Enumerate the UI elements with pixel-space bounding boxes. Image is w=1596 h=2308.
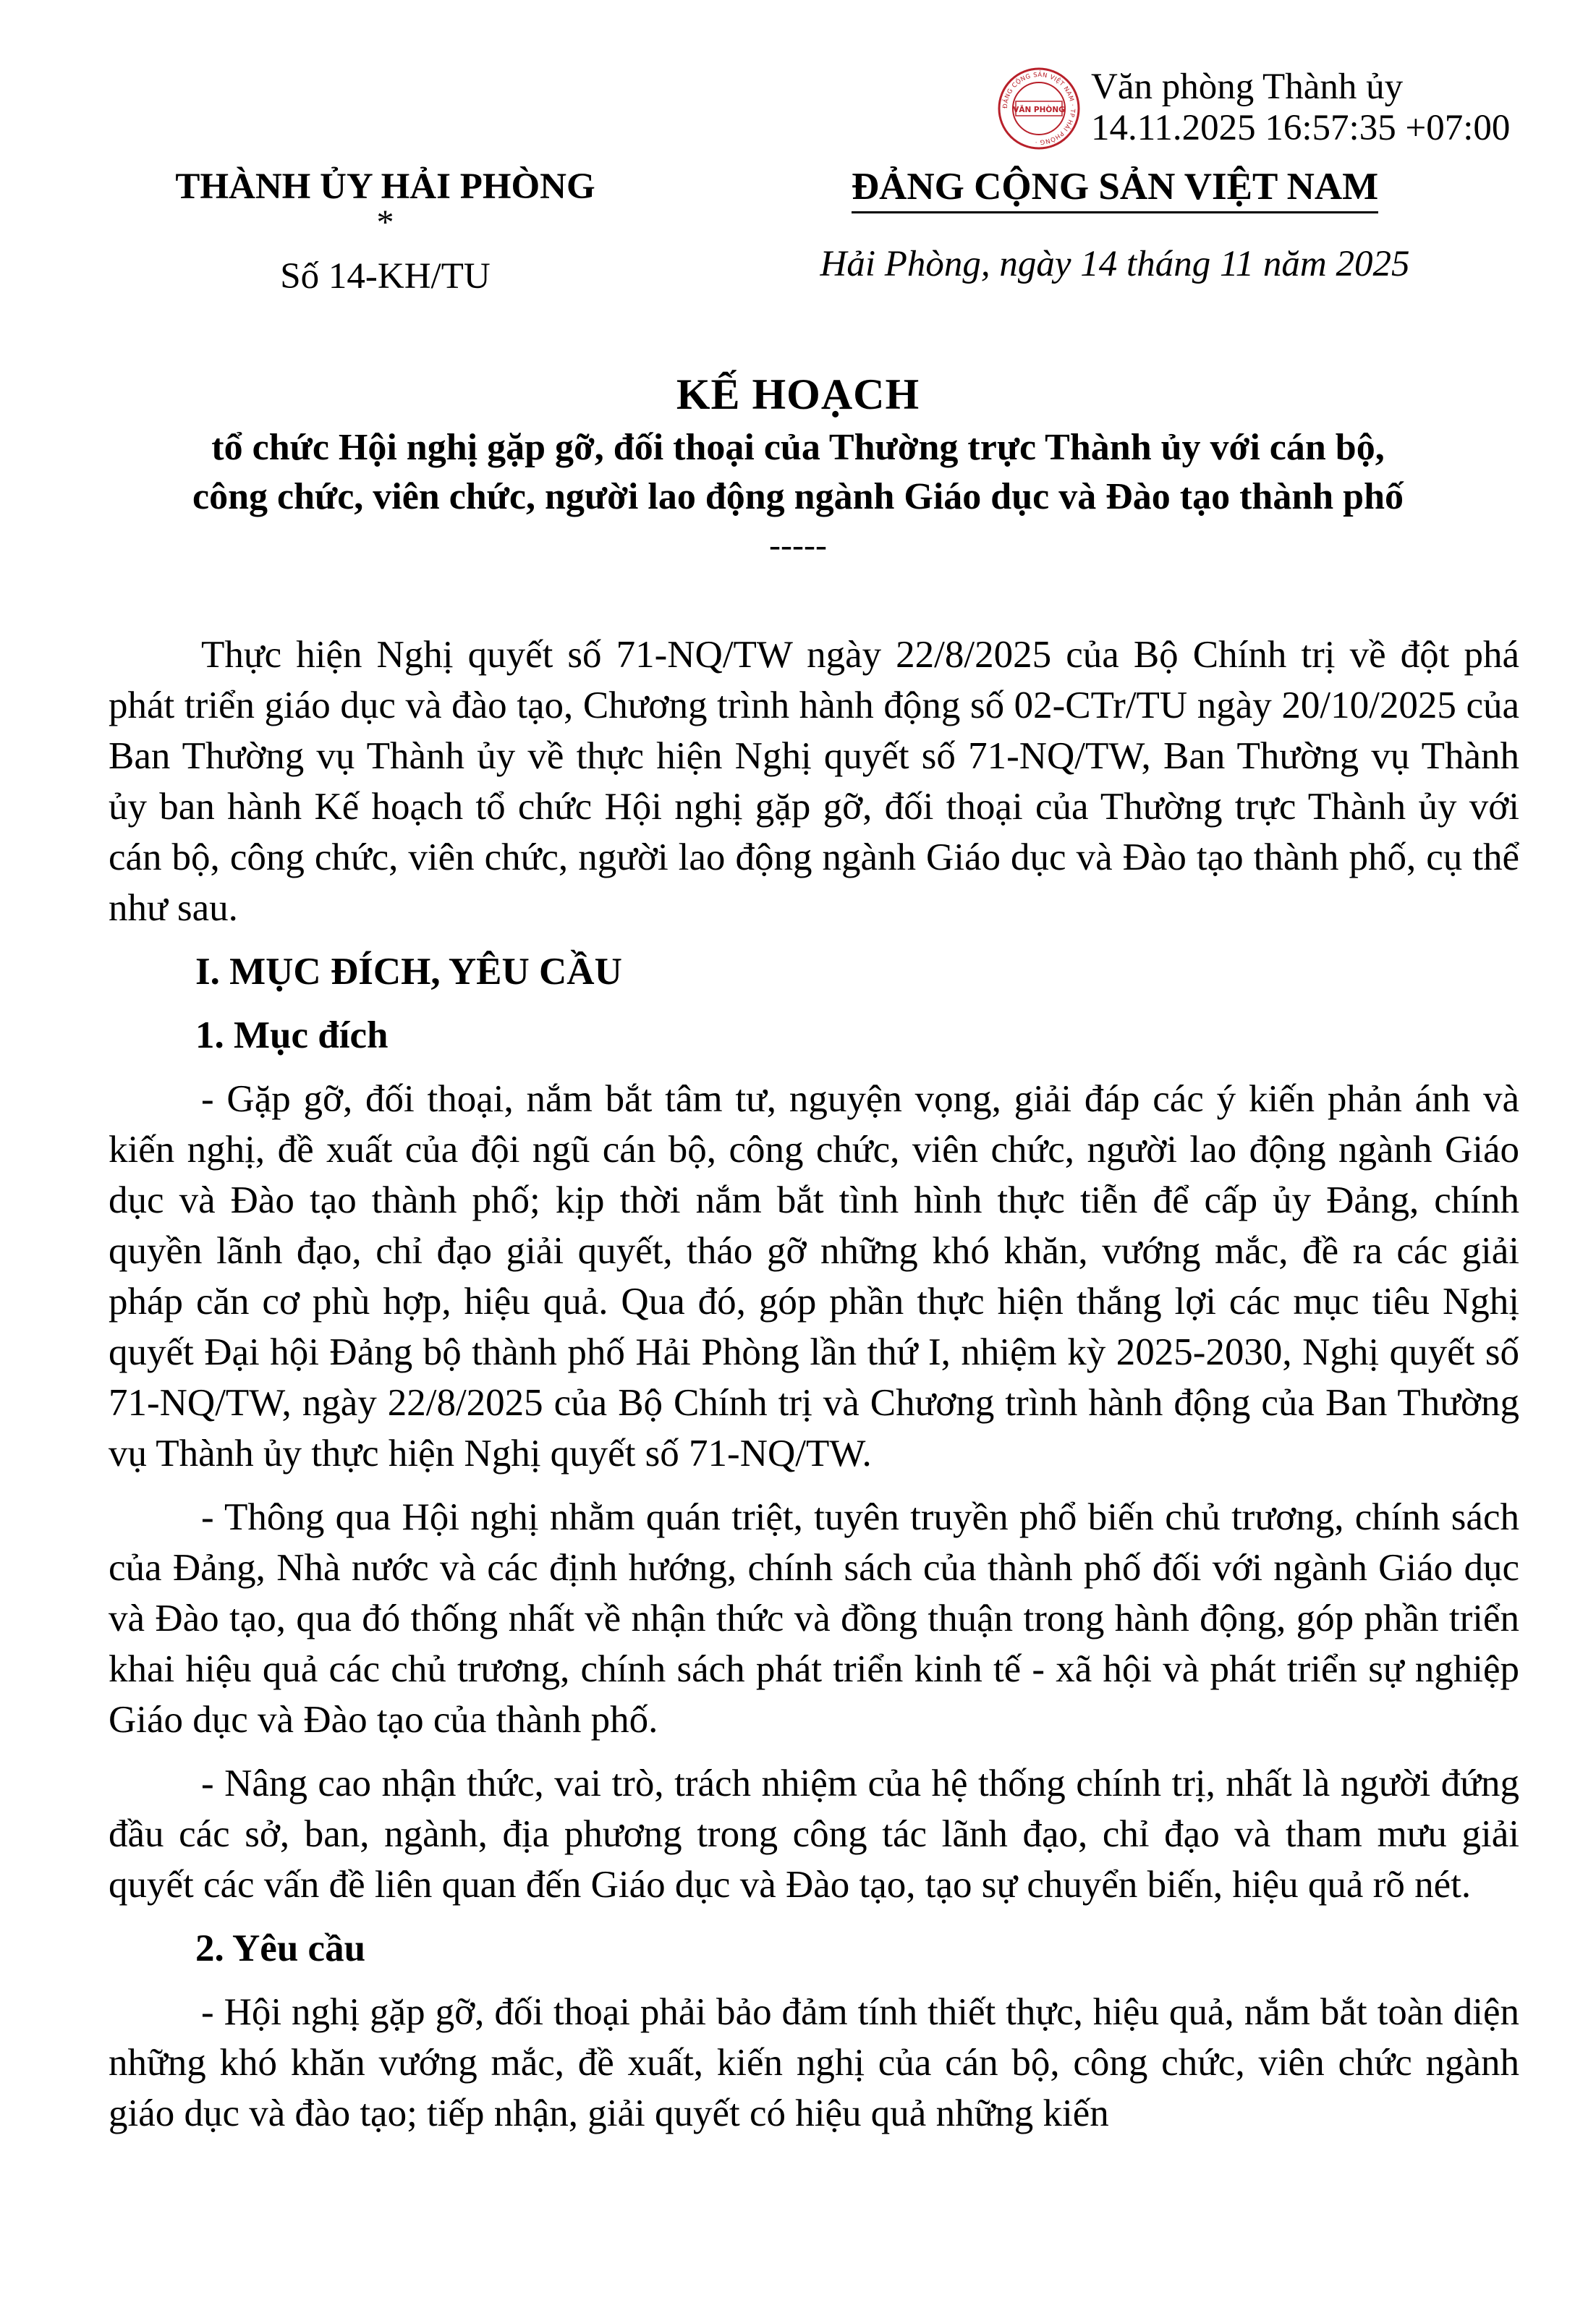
star-mark: * — [376, 203, 394, 242]
organization-name: THÀNH ỦY HẢI PHÒNG — [175, 166, 595, 207]
header-left — [116, 165, 655, 298]
intro-paragraph: Thực hiện Nghị quyết số 71-NQ/TW ngày 22/8/2025 của Bộ Chính trị về đột phá phát triển giáo dục và đào tạo, Chương trình hành động số 02-CTr/TU ngày 20/10/2025 của Ban Thường vụ Thành ủy về thực hiện Nghị quyết số 71-NQ/TW, Ban Thường vụ Thành ủy ban hành Kế hoạch tổ chức Hội nghị gặp gỡ, đối thoại của Thường trực Thành ủy với cán bộ, công chức, viên chức, người lao động ngành Giáo dục và Đào tạo thành phố, cụ thể như sau. — [109, 634, 1519, 929]
document-subtitle-line-2: công chức, viên chức, người lao động ngành Giáo dục và Đào tạo thành phố — [192, 476, 1404, 517]
seal-ring-text: ĐẢNG CỘNG SẢN VIỆT NAM · TP HẢI PHÒNG · — [1001, 71, 1077, 146]
header-right — [767, 165, 1463, 286]
document-subtitle-line-1: tổ chức Hội nghị gặp gỡ, đối thoại của Thường trực Thành ủy với cán bộ, — [211, 427, 1385, 468]
subsection-heading-requirements: 2. Yêu cầu — [195, 1927, 366, 1969]
place-date: Hải Phòng, ngày 14 tháng 11 năm 2025 — [820, 244, 1410, 284]
document-number: Số 14-KH/TU — [280, 256, 491, 297]
purpose-paragraph-3: - Nâng cao nhận thức, vai trò, trách nhiệm của hệ thống chính trị, nhất là người đứng đầu các sở, ban, ngành, địa phương trong công tác lãnh đạo, chỉ đạo và tham mưu giải quyết các vấn đề liên quan đến Giáo dục và Đào tạo, tạo sự chuyển biến, hiệu quả rõ nét. — [109, 1762, 1519, 1906]
seal-text: VĂN PHÒNG — [1013, 106, 1065, 114]
title-separator: ----- — [769, 526, 827, 564]
title-block — [0, 365, 1596, 564]
signature-timestamp: 14.11.2025 16:57:35 +07:00 — [1091, 108, 1511, 148]
requirements-paragraph-1: - Hội nghị gặp gỡ, đối thoại phải bảo đảm tính thiết thực, hiệu quả, nắm bắt toàn diện những khó khăn vướng mắc, đề xuất, kiến nghị của cán bộ, công chức, viên chức ngành giáo dục và đào tạo; tiếp nhận, giải quyết có hiệu quả những kiến — [109, 1991, 1519, 2134]
party-seal-icon — [997, 67, 1081, 150]
signature-signer: Văn phòng Thành ủy — [1091, 67, 1404, 107]
party-name: ĐẢNG CỘNG SẢN VIỆT NAM — [852, 165, 1378, 213]
subsection-heading-purpose: 1. Mục đích — [195, 1014, 389, 1056]
document-title: KẾ HOẠCH — [676, 370, 920, 418]
document-body — [109, 629, 1519, 2139]
section-heading-1: I. MỤC ĐÍCH, YÊU CẦU — [195, 951, 622, 993]
purpose-paragraph-1: - Gặp gỡ, đối thoại, nắm bắt tâm tư, nguyện vọng, giải đáp các ý kiến phản ánh và kiến nghị, đề xuất của đội ngũ cán bộ, công chức, viên chức, người lao động ngành Giáo dục và Đào tạo thành phố; kịp thời nắm bắt tình hình thực tiễn để cấp ủy Đảng, chính quyền lãnh đạo, chỉ đạo giải quyết, tháo gỡ những khó khăn, vướng mắc, đề ra các giải pháp căn cơ phù hợp, hiệu quả. Qua đó, góp phần thực hiện thắng lợi các mục tiêu Nghị quyết Đại hội Đảng bộ thành phố Hải Phòng lần thứ I, nhiệm kỳ 2025-2030, Nghị quyết số 71-NQ/TW, ngày 22/8/2025 của Bộ Chính trị và Chương trình hành động của Ban Thường vụ Thành ủy thực hiện Nghị quyết số 71-NQ/TW. — [109, 1078, 1519, 1475]
purpose-paragraph-2: - Thông qua Hội nghị nhằm quán triệt, tuyên truyền phổ biến chủ trương, chính sách của Đảng, Nhà nước và các định hướng, chính sách của thành phố đối với ngành Giáo dục và Đào tạo, qua đó thống nhất về nhận thức và đồng thuận trong hành động, góp phần triển khai hiệu quả các chủ trương, chính sách phát triển kinh tế - xã hội và phát triển sự nghiệp Giáo dục và Đào tạo của thành phố. — [109, 1496, 1519, 1741]
